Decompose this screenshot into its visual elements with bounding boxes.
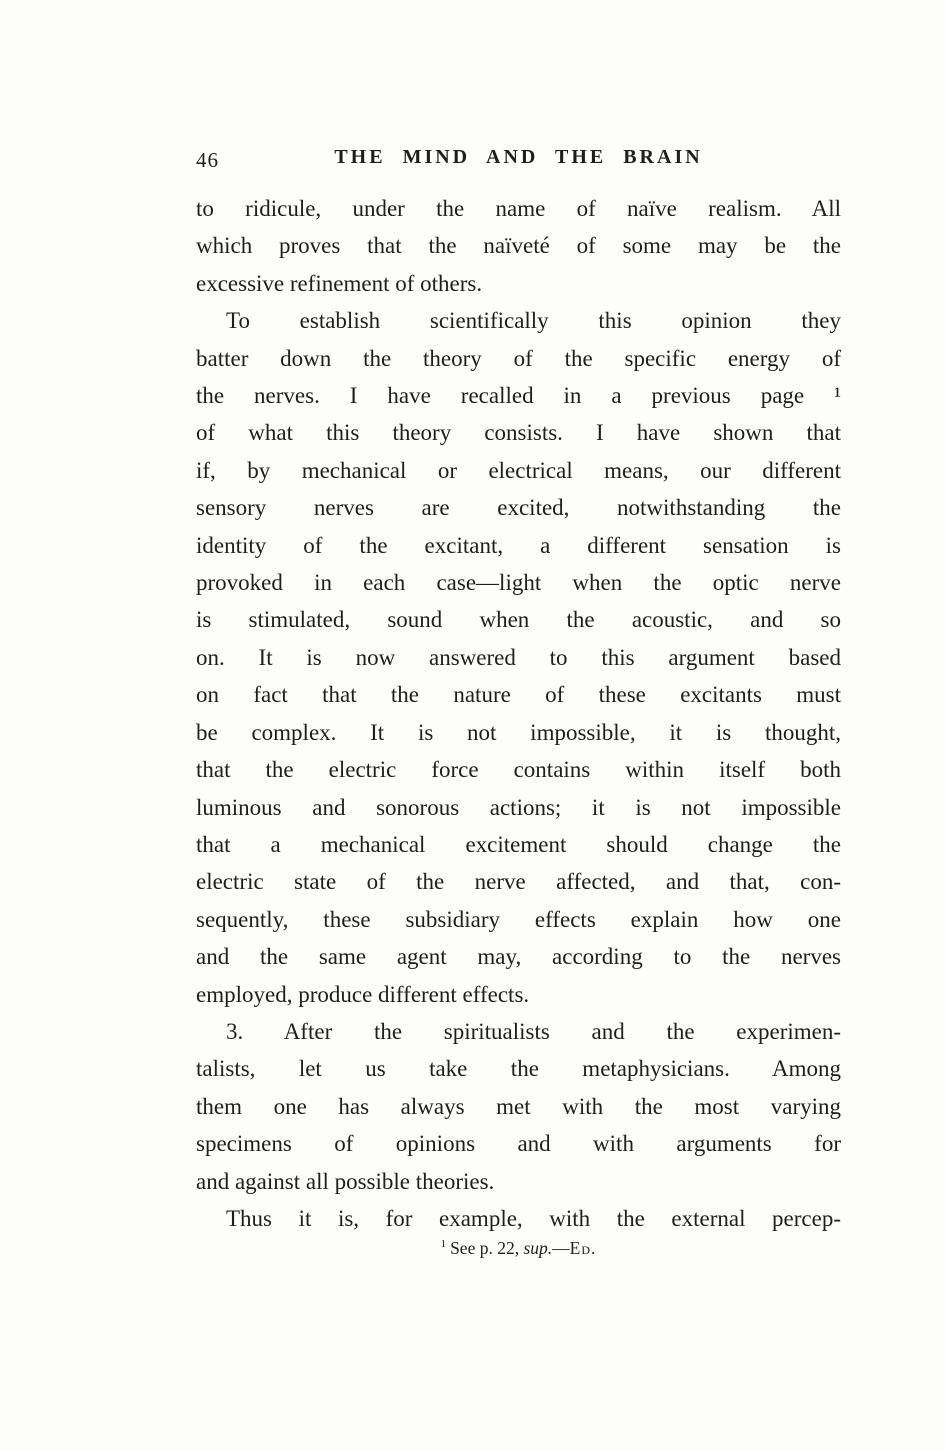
body-line: and the same agent may, according to the nerves — [196, 944, 841, 970]
body-line: Thus it is, for example, with the external percep- — [226, 1205, 841, 1231]
body-line: luminous and sonorous actions; it is not impossible — [196, 794, 841, 820]
body-line: specimens of opinions and with arguments for — [196, 1131, 841, 1157]
body-line: electric state of the nerve affected, and that, con- — [196, 869, 841, 895]
footnote-dash: — — [552, 1238, 570, 1258]
body-line: batter down the theory of the specific energy of — [196, 345, 841, 371]
body-line: provoked in each case—light when the optic nerve — [196, 570, 841, 596]
footnote-source-italic: sup. — [523, 1238, 553, 1258]
body-line: sequently, these subsidiary effects explain how one — [196, 906, 841, 932]
body-line: of what this theory consists. I have shown that — [196, 420, 841, 446]
body-line: employed, produce different effects. — [196, 981, 530, 1007]
body-line: the nerves. I have recalled in a previous page ¹ — [196, 383, 841, 409]
footnote-text: See p. 22, — [450, 1238, 524, 1258]
footnote-editor: Ed. — [569, 1238, 597, 1258]
body-line: talists, let us take the metaphysicians. Among — [196, 1056, 841, 1082]
page-number: 46 — [196, 148, 219, 172]
body-line: excessive refinement of others. — [196, 270, 483, 296]
body-line: sensory nerves are excited, notwithstanding the — [196, 495, 841, 521]
body-line: them one has always met with the most varying — [196, 1093, 841, 1119]
body-line: be complex. It is not impossible, it is thought, — [196, 719, 841, 745]
page-header — [196, 146, 841, 176]
running-title: THE MIND AND THE BRAIN — [334, 146, 703, 168]
body-line: that a mechanical excitement should change the — [196, 831, 841, 857]
body-line: is stimulated, sound when the acoustic, and so — [196, 607, 841, 633]
body-line: which proves that the naïveté of some may be the — [196, 233, 841, 259]
body-line: To establish scientifically this opinion they — [226, 308, 841, 334]
body-line: to ridicule, under the name of naïve realism. All — [196, 196, 841, 221]
footnote — [196, 1238, 841, 1259]
body-text — [196, 190, 841, 1237]
body-line: on fact that the nature of these excitants must — [196, 682, 841, 708]
body-line: if, by mechanical or electrical means, our different — [196, 457, 841, 483]
body-line: on. It is now answered to this argument based — [196, 644, 841, 670]
body-line: 3. After the spiritualists and the experimen- — [226, 1018, 841, 1044]
body-line: identity of the excitant, a different sensation is — [196, 532, 841, 558]
footnote-marker: 1 — [440, 1238, 447, 1251]
body-line: and against all possible theories. — [196, 1168, 495, 1194]
body-line: that the electric force contains within itself both — [196, 757, 841, 783]
